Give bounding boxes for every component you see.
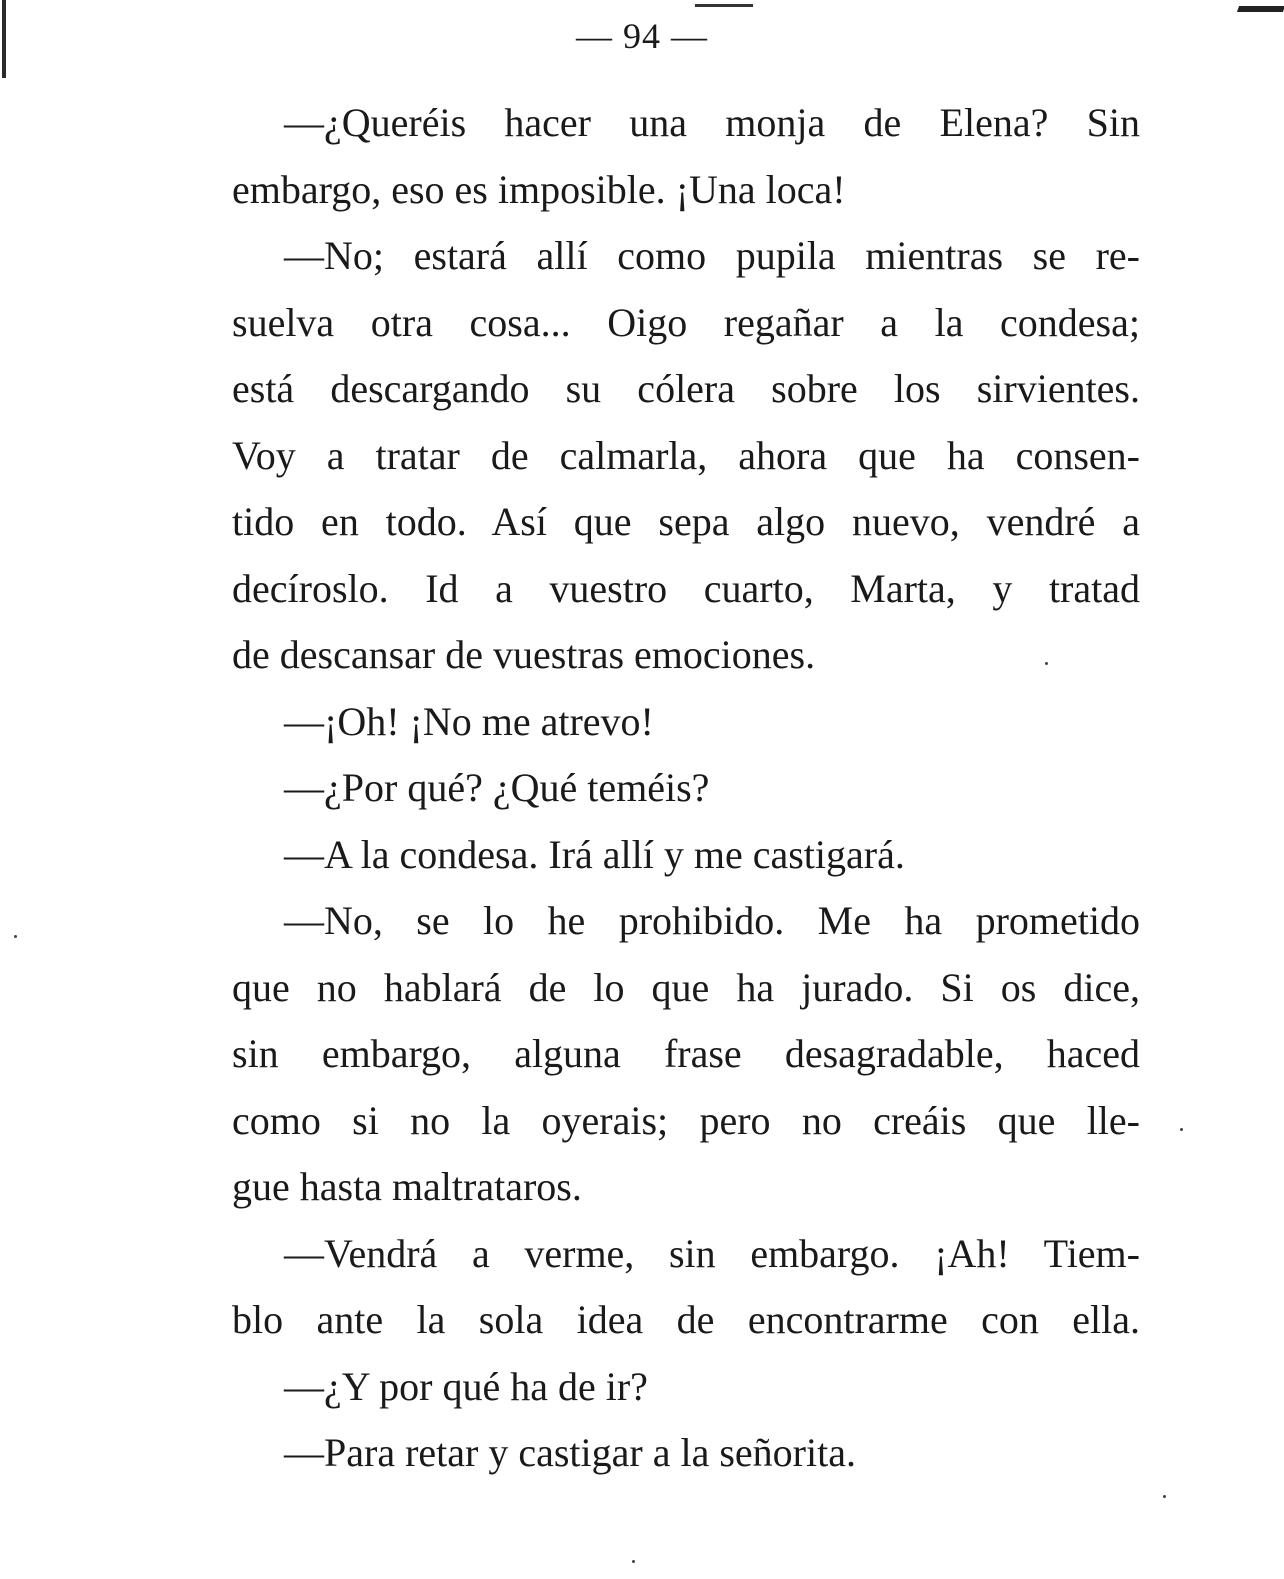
text-line: sin embargo, alguna frase desagradable, haced xyxy=(232,1031,1140,1076)
text-line: embargo, eso es imposible. ¡Una loca! xyxy=(232,166,846,212)
text-line: como si no la oyerais; pero no creáis que lle- xyxy=(232,1097,1140,1143)
text-line: está descargando su cólera sobre los sirvientes. xyxy=(232,366,1140,411)
text-line: Voy a tratar de calmarla, ahora que ha consen- xyxy=(232,432,1140,478)
page-number: — 94 — xyxy=(576,16,708,56)
text-line: de descansar de vuestras emociones. xyxy=(232,632,816,677)
body-text xyxy=(232,90,1140,1487)
text-line: —Vendrá a verme, sin embargo. ¡Ah! Tiem- xyxy=(284,1230,1140,1276)
scan-speck xyxy=(1180,1128,1183,1131)
text-line: —No; estará allí como pupila mientras se re- xyxy=(284,233,1140,278)
text-line: —¡Oh! ¡No me atrevo! xyxy=(284,698,654,744)
text-line: que no hablará de lo que ha jurado. Si os dice, xyxy=(232,964,1140,1010)
scan-speck xyxy=(1045,662,1048,665)
text-line: tido en todo. Así que sepa algo nuevo, vendré a xyxy=(232,499,1140,544)
scan-edge-mark-right xyxy=(1237,6,1284,12)
scan-speck xyxy=(1163,1495,1166,1498)
text-line: —¿Por qué? ¿Qué teméis? xyxy=(284,765,710,810)
text-line: —A la condesa. Irá allí y me castigará. xyxy=(284,831,905,877)
text-line: suelva otra cosa... Oigo regañar a la condesa; xyxy=(232,299,1140,345)
text-line: —Para retar y castigar a la señorita. xyxy=(284,1430,856,1475)
text-line: —¿Queréis hacer una monja de Elena? Sin xyxy=(284,100,1140,145)
text-line: blo ante la sola idea de encontrarme con ella. xyxy=(232,1297,1140,1342)
text-line: decíroslo. Id a vuestro cuarto, Marta, y tratad xyxy=(232,565,1140,611)
text-line: gue hasta maltrataros. xyxy=(232,1164,582,1209)
text-line: —¿Y por qué ha de ir? xyxy=(284,1363,648,1409)
scan-speck xyxy=(14,935,17,938)
text-line: —No, se lo he prohibido. Me ha prometido xyxy=(284,898,1140,943)
scan-speck xyxy=(632,1560,635,1563)
scan-edge-mark-top xyxy=(695,4,753,7)
